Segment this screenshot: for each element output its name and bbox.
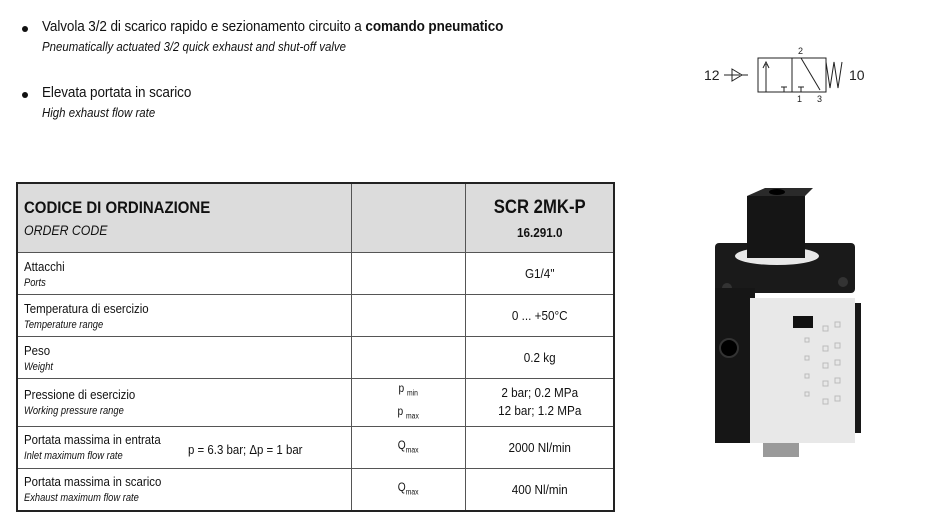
row-label-it: Attacchi <box>24 258 65 274</box>
valve-product-photo-icon <box>705 188 865 478</box>
feature-title: Valvola 3/2 di scarico rapido e sezionamento circuito a comando pneumatico <box>42 18 504 35</box>
row-label-it: Pressione di esercizio <box>24 387 136 403</box>
table-header-row <box>17 183 614 253</box>
row-value: G1/4" <box>524 266 555 281</box>
model-code: 16.291.0 <box>516 224 563 240</box>
row-value: 0 ... +50°C <box>511 308 568 323</box>
svg-text:1: 1 <box>797 94 803 104</box>
header-label-en: ORDER CODE <box>24 222 108 238</box>
svg-text:2: 2 <box>798 46 804 56</box>
table-row <box>17 253 614 295</box>
row-symbol: p $_{min}$ p $_{max}$ <box>397 381 420 421</box>
bullet-icon <box>22 26 28 32</box>
row-label-en: Weight <box>24 360 53 373</box>
row-label-it: Temperatura di esercizio <box>24 300 149 316</box>
row-label-it: Portata massima in scarico <box>24 474 162 490</box>
row-value: 2000 Nl/min <box>508 439 571 455</box>
svg-text:12: 12 <box>704 67 720 83</box>
row-symbol: $Q_{max}$ <box>397 479 419 496</box>
product-image <box>705 188 865 478</box>
feature-title: Elevata portata in scarico <box>42 84 192 101</box>
feature-subtitle: Pneumatically actuated 3/2 quick exhaust and shut-off valve <box>42 39 346 54</box>
table-row <box>17 426 614 468</box>
row-symbol: $Q_{max}$ <box>397 437 419 454</box>
table-row <box>17 295 614 337</box>
table-row <box>17 468 614 511</box>
feature-subtitle: High exhaust flow rate <box>42 105 156 120</box>
row-label-it: Portata massima in entrata <box>24 432 161 448</box>
model-name: SCR 2MK-P <box>493 196 586 218</box>
row-label-it: Peso <box>24 342 51 358</box>
table-row <box>17 379 614 427</box>
row-label-en: Temperature range <box>24 318 104 331</box>
valve-3-2-symbol-icon <box>700 40 890 110</box>
header-label-it: CODICE DI ORDINAZIONE <box>24 198 211 217</box>
svg-text:10: 10 <box>849 67 865 83</box>
bullet-icon <box>22 92 28 98</box>
svg-text:3: 3 <box>817 94 823 104</box>
row-value: 2 bar; 0.2 MPa 12 bar; 1.2 MPa <box>497 385 581 419</box>
order-code-table <box>16 182 615 512</box>
row-label-en: Exhaust maximum flow rate <box>24 492 139 505</box>
table-row <box>17 337 614 379</box>
row-value: 0.2 kg <box>523 350 556 365</box>
row-label-en: Working pressure range <box>24 405 124 418</box>
row-condition: p = 6.3 bar; Δp = 1 bar <box>188 442 303 458</box>
row-label-en: Inlet maximum flow rate <box>24 450 123 463</box>
row-value: 400 Nl/min <box>511 481 568 497</box>
row-label-en: Ports <box>24 276 46 289</box>
valve-symbol-diagram <box>700 40 890 110</box>
